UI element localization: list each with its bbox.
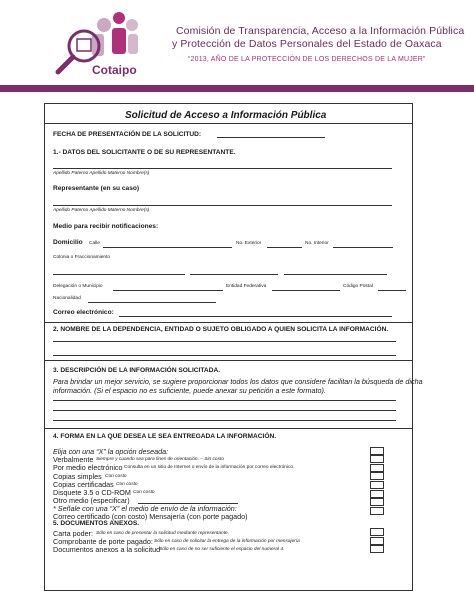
section5-heading: 5. DOCUMENTOS ANEXOS. [53,520,140,527]
letterhead [0,0,474,84]
senale-instruction: * Señale con una “X” el medio de envío de la información: [53,504,237,513]
opt-otro: Otro medio (especificar) [53,496,130,505]
logo-wordmark: Cotaipo [92,63,137,77]
doc-anexos-note: Sólo en caso de no ser suficiente el espacio del numeral 4. [159,547,285,552]
opt-certificadas-note: Con costo [116,482,138,487]
colonia-field-2[interactable] [190,274,278,275]
section3-note-2: información. (Si el espacio no es suficiente, puede anexar su petición a este formato). [53,386,326,395]
codigo-postal-label: Código Postal [343,284,373,289]
calle-label: Calle [89,241,100,246]
representante-field[interactable] [53,205,392,206]
dependencia-field-1[interactable] [53,341,396,342]
domicilio-label: Domicilio [53,239,83,246]
checkbox-correo-certificado[interactable] [370,507,384,515]
section1-heading: 1.- DATOS DEL SOLICITANTE O DE SU REPRESENTANTE. [53,149,236,156]
no-interior-label: No. Interior [305,241,329,246]
title-divider [44,123,413,124]
checkbox-certificadas[interactable] [370,472,384,480]
opt-correo-certificado: Correo certificado (con costo) Mensajería (con porte pagado) [53,512,248,521]
doc-carta-note: Sólo en caso de presentar la solicitud mediante representante. [96,531,230,536]
nombre-field[interactable] [53,168,392,169]
fecha-field[interactable] [217,137,325,138]
opt-simples-note: Con costo [105,474,127,479]
correo-label: Correo electrónico: [53,309,114,316]
section-divider [44,360,413,361]
doc-carta: Carta poder: [53,529,93,538]
checkbox-comprobante[interactable] [370,537,384,545]
nacionalidad-label: Nacionalidad [53,296,81,301]
entidad-field[interactable] [272,290,340,291]
nombre-hint: Apellido Paterno Apellido Materno Nombre(s) [53,171,150,176]
colonia-label: Colonia o Fraccionamiento [53,255,111,260]
descripcion-field-1[interactable] [53,400,396,401]
form-title: Solicitud de Acceso a Información Pública [125,110,327,121]
checkbox-otro[interactable] [370,490,384,498]
opt-certificadas: Copias certificadas [53,480,114,489]
no-interior-field[interactable] [333,247,393,248]
section-divider [44,322,413,323]
section3-note-1: Para brindar un mejor servicio, se sugiere proporcionar todos los datos que considere facilitan la búsqueda de dicha [53,377,423,386]
doc-comprobante: Comprobante de porte pagado: [53,537,153,546]
doc-comprobante-note: Sólo en caso de solicitar la entrega de la información por mensajería [154,539,300,544]
calle-field[interactable] [103,247,232,248]
checkbox-simples[interactable] [370,464,384,472]
checkbox-envio[interactable] [370,498,384,506]
org-name-line2: y Protección de Datos Personales del Estado de Oaxaca [172,38,442,50]
elija-instruction: Elija con una “X” la opción deseada: [53,447,169,456]
checkbox-electronico[interactable] [370,455,384,463]
descripcion-field-2[interactable] [53,410,396,411]
correo-field[interactable] [119,316,392,317]
opt-disquete: Disquete 3.5 o CD-ROM [53,488,131,497]
delegacion-label: Delegación o Municipio [53,284,103,289]
header-band [0,85,474,92]
fecha-label: FECHA DE PRESENTACIÓN DE LA SOLICITUD: [53,131,202,138]
medio-label: Medio para recibir notificaciones: [53,223,159,230]
checkbox-carta[interactable] [370,528,384,536]
checkbox-disquete[interactable] [370,481,384,489]
motto: “2013, AÑO DE LA PROTECCIÓN DE LOS DERECHOS DE LA MUJER” [188,56,426,63]
checkbox-verbal[interactable] [370,447,384,455]
colonia-field-3[interactable] [284,274,387,275]
descripcion-field-3[interactable] [53,420,396,421]
nacionalidad-field[interactable] [88,302,216,303]
opt-verbal: Verbalmente [53,455,94,464]
section3-heading: 3. DESCRIPCIÓN DE LA INFORMACIÓN SOLICITADA. [53,367,221,374]
section-divider [44,428,413,429]
dependencia-field-2[interactable] [53,355,396,356]
entidad-label: Entidad Federativa [226,284,267,289]
opt-simples: Copias simples [53,472,102,481]
delegacion-field[interactable] [113,290,223,291]
section2-heading: 2. NOMBRE DE LA DEPENDENCIA, ENTIDAD O SUJETO OBLIGADO A QUIEN SOLICITA LA INFORMACIÓN. [53,326,389,333]
checkbox-anexos[interactable] [370,545,384,553]
doc-anexos: Documentos anexos a la solicitud [53,545,161,554]
colonia-field[interactable] [53,274,185,275]
representante-hint: Apellido Paterno Apellido Materno Nombre(s) [53,208,150,213]
no-exterior-field[interactable] [267,247,302,248]
section4-heading: 4. FORMA EN LA QUE DESEA LE SEA ENTREGADA LA INFORMACIÓN. [53,433,277,440]
opt-verbal-note: Siempre y cuando sea para fines de orientación. – Sin costo [96,457,224,462]
opt-electronico-note: Consulta en un sitio de Internet o envío de la información por correo electrónico. [124,465,295,470]
opt-electronico: Por medio electrónico [53,463,123,472]
codigo-postal-field[interactable] [378,290,406,291]
opt-disquete-note: Con costo [133,490,155,495]
org-name-line1: Comisión de Transparencia, Acceso a la Información Pública [176,25,465,37]
representante-label: Representante (en su caso) [53,185,140,192]
no-exterior-label: No. Exterior [236,241,262,246]
